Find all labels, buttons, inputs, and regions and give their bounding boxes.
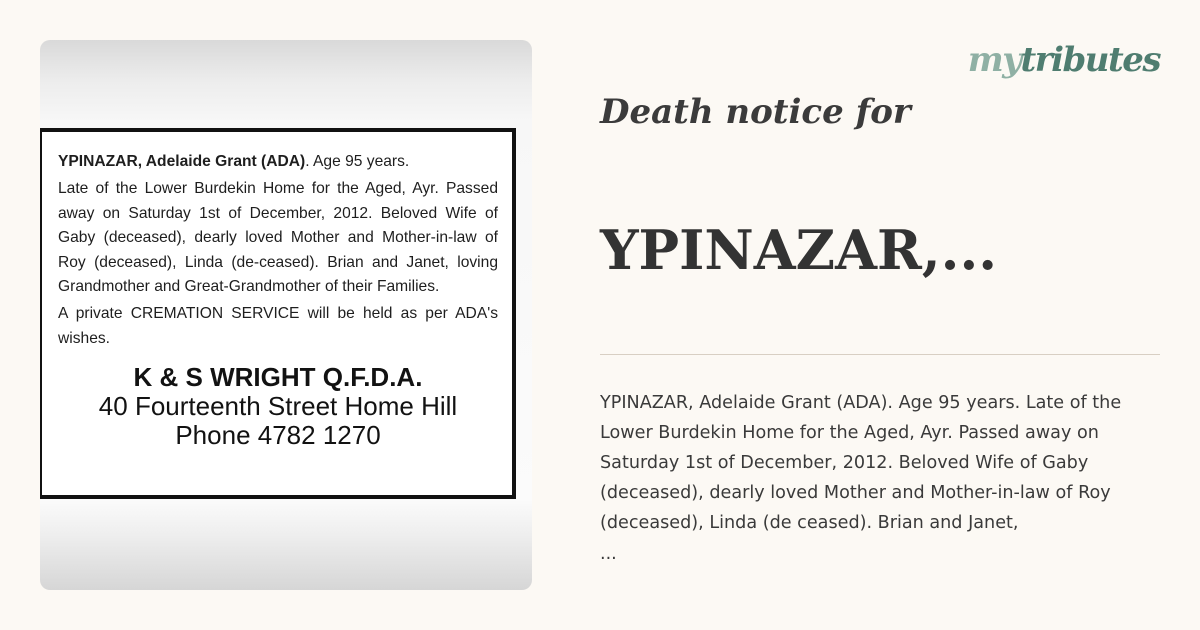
notice-type-label: Death notice for — [600, 92, 911, 132]
logo-suffix: tributes — [1020, 40, 1160, 80]
logo-prefix: my — [967, 40, 1021, 80]
clipping-name: YPINAZAR, Adelaide Grant (ADA) — [58, 153, 306, 170]
newspaper-clipping — [40, 128, 516, 499]
funeral-director-phone: Phone 4782 1270 — [175, 420, 381, 451]
excerpt-ellipsis: ... — [600, 544, 617, 564]
notice-excerpt: YPINAZAR, Adelaide Grant (ADA). Age 95 years. Late of the Lower Burdekin Home for the Aged, Ayr. Passed away on Saturday 1st of December, 2012. Beloved Wife of Gaby (deceased), dearly loved Mother and Mother-in-law of Roy (deceased), Linda (de ceased). Brian and Janet, — [600, 393, 1122, 533]
section-divider — [600, 354, 1160, 355]
deceased-name-title: YPINAZAR,... — [600, 218, 998, 282]
funeral-director-address: 40 Fourteenth Street Home Hill — [98, 391, 458, 422]
funeral-director-name: K & S WRIGHT Q.F.D.A. — [133, 362, 423, 393]
funeral-director-block — [58, 363, 498, 450]
clipping-cremation-text: A private CREMATION SERVICE will be held as per ADA's wishes. — [58, 305, 498, 347]
notice-image-card — [40, 40, 532, 590]
clipping-body: Late of the Lower Burdekin Home for the Aged, Ayr. Passed away on Saturday 1st of December, 2012. Beloved Wife of Gaby (deceased), dearly loved Mother and Mother-in-law of Roy (deceased), Linda (de-ceased). Brian and Janet, loving Grandmother and Great-Grandmother of their Families. — [58, 180, 498, 296]
mytributes-logo[interactable] — [968, 34, 1160, 86]
clipping-heading — [58, 150, 498, 174]
clipping-age: . Age 95 years. — [305, 153, 410, 170]
